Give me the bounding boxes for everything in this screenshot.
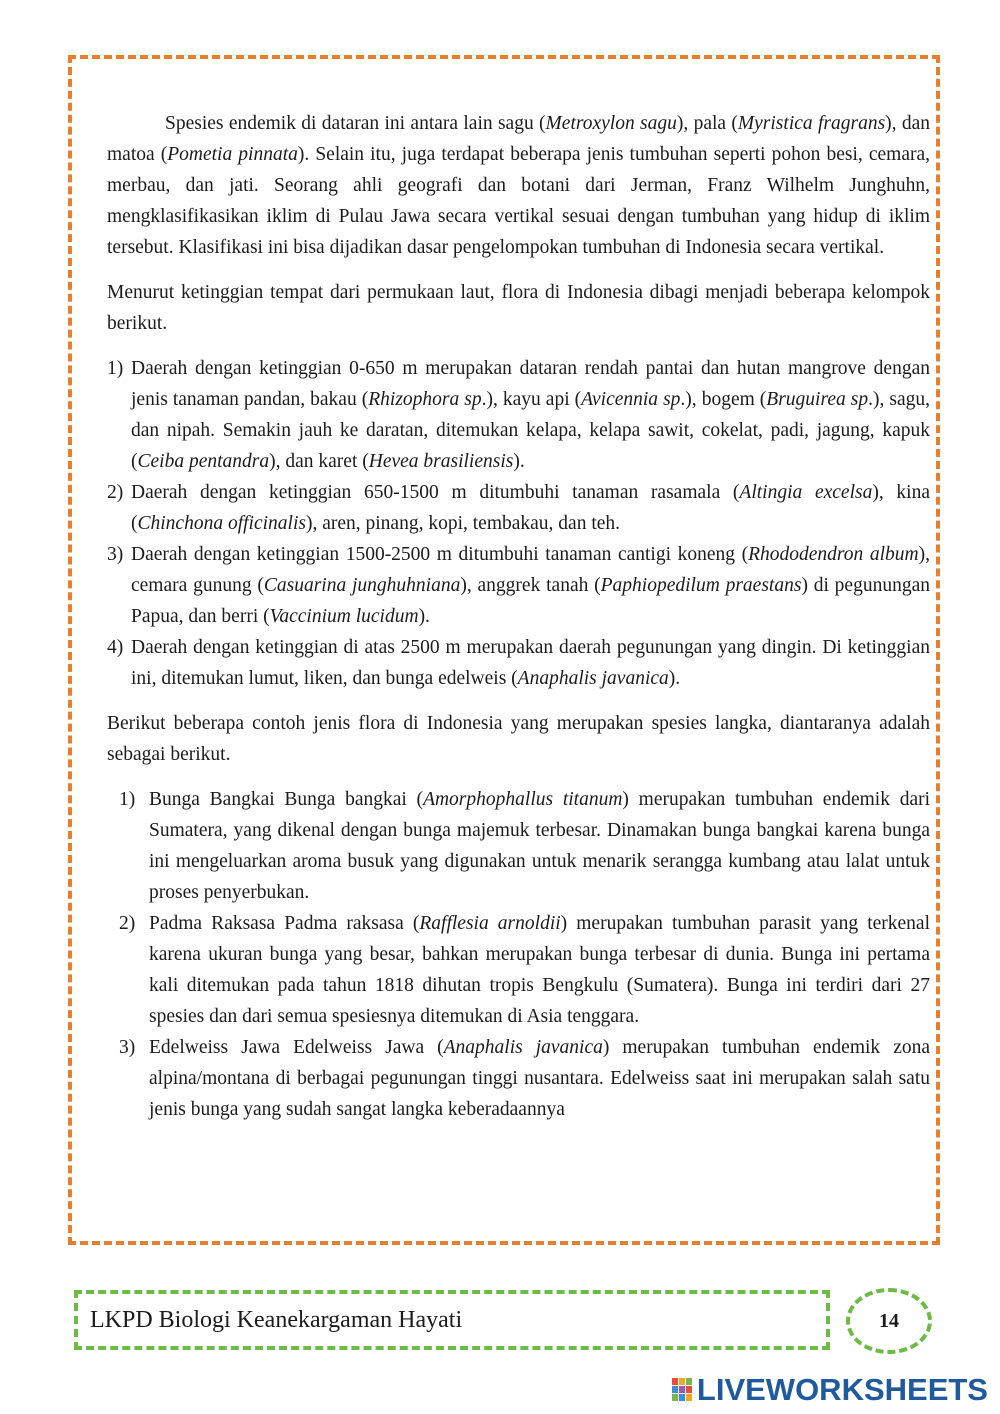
text-run: Daerah dengan ketinggian 650-1500 m ditumbuhi tanaman rasamala ( — [131, 482, 740, 503]
text-run: ). — [513, 451, 525, 472]
species-name: Bruguirea sp — [766, 389, 869, 410]
list-item-number: 1) — [119, 789, 136, 810]
species-name: Ceiba pentandra — [137, 451, 270, 472]
species-name: Rafflesia arnoldii — [419, 913, 561, 934]
text-run: Padma Raksasa Padma raksasa ( — [149, 913, 420, 934]
species-name: Anaphalis javanica — [517, 668, 669, 689]
text-run: Daerah dengan ketinggian 0-650 m merupakan dataran rendah pantai dan hutan mangrove dengan jenis tanaman pandan, bakau ( — [131, 358, 930, 410]
text-run: Menurut ketinggian tempat dari permukaan laut, flora di Indonesia dibagi menjadi beberapa kelompok berikut. — [107, 282, 930, 334]
list-item — [107, 353, 930, 477]
text-run: Bunga Bangkai Bunga bangkai ( — [149, 789, 424, 810]
list-item-number: 2) — [119, 913, 136, 934]
species-name: Casuarina junghuhniana — [263, 575, 461, 596]
altitude-intro-paragraph — [107, 277, 930, 339]
species-name: Hevea brasiliensis — [368, 451, 514, 472]
list-item — [107, 632, 930, 694]
species-name: Anaphalis javanica — [443, 1037, 603, 1058]
list-item — [107, 908, 930, 1032]
species-name: Amorphophallus titanum — [423, 789, 623, 810]
text-run: ), kina ( — [131, 482, 930, 534]
footer-title: LKPD Biologi Keanekargaman Hayati — [90, 1307, 463, 1333]
species-name: Pometia pinnata — [167, 144, 298, 165]
rare-species-intro-paragraph — [107, 708, 930, 770]
text-run: Daerah dengan ketinggian di atas 2500 m merupakan daerah pegunungan yang dingin. Di ketinggian ini, ditemukan lumut, liken, dan bunga edelweis ( — [131, 637, 930, 689]
text-run: ). — [418, 606, 430, 627]
list-item-number: 3) — [107, 544, 124, 565]
footer-title-box — [74, 1290, 830, 1350]
text-run: ), pala ( — [676, 113, 738, 134]
species-name: Paphiopedilum praestans — [600, 575, 802, 596]
list-item-number: 1) — [107, 358, 124, 379]
text-run: ) di pegunungan Papua, dan berri ( — [131, 575, 930, 627]
altitude-zone-list — [107, 353, 930, 694]
text-run: .), sagu, dan nipah. Semakin jauh ke daratan, ditemukan kelapa, kelapa sawit, cokelat, padi, jagung, kapuk ( — [131, 389, 930, 472]
list-item — [107, 477, 930, 539]
text-run: ) merupakan tumbuhan endemik zona alpina/montana di berbagai pegunungan tinggi nusantara. Edelweiss saat ini merupakan salah satu jenis bunga yang sudah sangat langka keberadaannya — [149, 1037, 930, 1120]
text-run: ). — [668, 668, 681, 689]
rare-species-list — [107, 784, 930, 1125]
text-run: .), bogem ( — [680, 389, 767, 410]
species-name: Rhododendron album — [748, 544, 919, 565]
text-run: ), dan matoa ( — [107, 113, 931, 165]
brand-text: LIVEWORKSHEETS — [696, 1372, 988, 1407]
text-run: ) merupakan tumbuhan endemik dari Sumatera, yang dikenal dengan bunga majemuk terbesar. Dinamakan bunga bangkai karena bunga ini mengeluarkan aroma busuk yang digunakan untuk menarik serangga kumbang atau lalat untuk proses penyerbukan. — [149, 789, 931, 903]
list-item-number: 2) — [107, 482, 124, 503]
species-name: Vaccinium lucidum — [269, 606, 419, 627]
species-name: Myristica fragrans — [737, 113, 886, 134]
text-run: .), kayu api ( — [481, 389, 582, 410]
list-item — [107, 539, 930, 632]
text-run: Edelweiss Jawa Edelweiss Jawa ( — [149, 1037, 444, 1058]
species-name: Altingia excelsa — [739, 482, 873, 503]
text-run: ), cemara gunung ( — [131, 544, 930, 596]
text-run: ) merupakan tumbuhan parasit yang terkenal karena ukuran bunga yang besar, bahkan merupakan bunga terbesar di dunia. Bunga ini pertama kali ditemukan pada tahun 1818 dihutan tropis Bengkulu (Sumatera). Bunga ini terdiri dari 27 spesies dan dari semua spesiesnya ditemukan di Asia tenggara. — [149, 913, 930, 1027]
species-name: Rhizophora sp — [368, 389, 482, 410]
list-item — [107, 784, 930, 908]
text-run: Daerah dengan ketinggian 1500-2500 m ditumbuhi tanaman cantigi koneng ( — [131, 544, 749, 565]
text-run: ), dan karet ( — [269, 451, 369, 472]
species-name: Chinchona officinalis — [137, 513, 306, 534]
liveworksheets-brand[interactable] — [671, 1372, 988, 1408]
page-number: 14 — [879, 1310, 899, 1332]
list-item-number: 3) — [119, 1037, 136, 1058]
document-body — [107, 108, 930, 1139]
list-item — [107, 1032, 930, 1125]
list-item-number: 4) — [107, 637, 124, 658]
liveworksheets-logo-icon — [671, 1376, 693, 1404]
text-run: ). Selain itu, juga terdapat beberapa jenis tumbuhan seperti pohon besi, cemara, merbau, dan jati. Seorang ahli geografi dan botani dari Jerman, Franz Wilhelm Junghuhn, mengklasifikasikan iklim di Pulau Jawa secara vertikal sesuai dengan tumbuhan yang hidup di iklim tersebut. Klasifikasi ini bisa dijadikan dasar pengelompokan tumbuhan di Indonesia secara vertikal. — [107, 144, 930, 258]
text-run: Berikut beberapa contoh jenis flora di Indonesia yang merupakan spesies langka, diantaranya adalah sebagai berikut. — [107, 713, 930, 765]
text-run: ), aren, pinang, kopi, tembakau, dan teh. — [305, 513, 621, 534]
intro-paragraph — [107, 108, 930, 263]
text-run: Spesies endemik di dataran ini antara lain sagu ( — [165, 113, 546, 134]
species-name: Avicennia sp — [581, 389, 681, 410]
text-run: ), anggrek tanah ( — [460, 575, 601, 596]
species-name: Metroxylon sagu — [545, 113, 677, 134]
page-number-badge — [846, 1288, 932, 1354]
